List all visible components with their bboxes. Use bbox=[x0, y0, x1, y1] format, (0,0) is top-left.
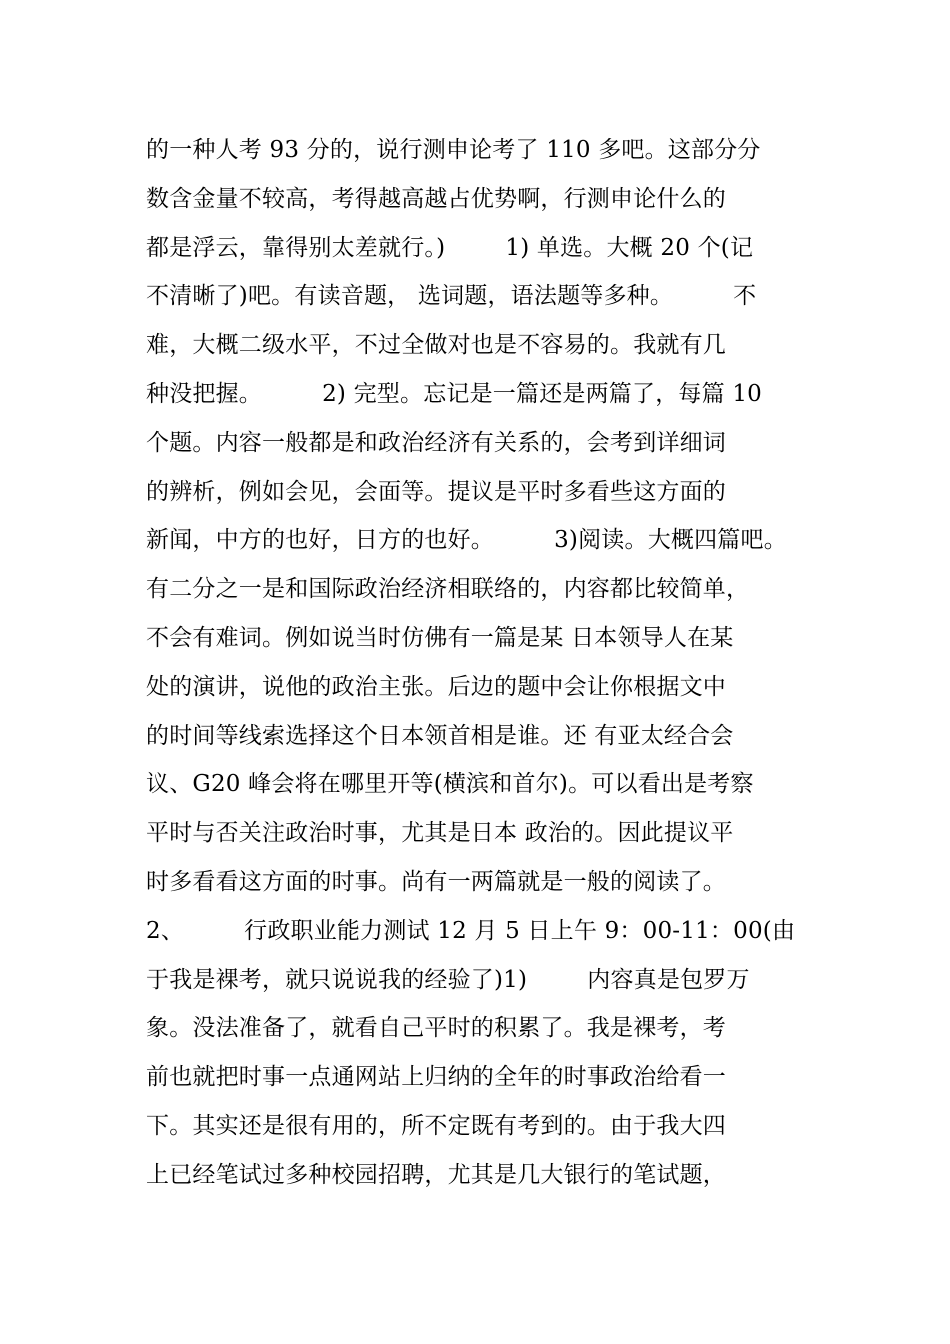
text-line-18: 于我是裸考，就只说说我的经验了)1) 内容真是包罗万 bbox=[146, 966, 750, 993]
text-line-14: 议、G20 峰会将在哪里开等(横滨和首尔)。可以看出是考察 bbox=[146, 771, 754, 798]
text-line-22: 上已经笔试过多种校园招聘，尤其是几大银行的笔试题， bbox=[146, 1161, 726, 1188]
text-line-9: 新闻，中方的也好，日方的也好。 3)阅读。大概四篇吧。 bbox=[146, 527, 787, 554]
text-line-7: 个题。内容一般都是和政治经济有关系的，会考到详细词 bbox=[146, 429, 726, 456]
text-line-2: 数含金量不较高，考得越高越占优势啊，行测申论什么的 bbox=[146, 185, 726, 212]
text-line-16: 时多看看这方面的时事。尚有一两篇就是一般的阅读了。 bbox=[146, 868, 726, 895]
text-line-19: 象。没法准备了，就看自己平时的积累了。我是裸考，考 bbox=[146, 1015, 726, 1042]
text-line-5: 难，大概二级水平，不过全做对也是不容易的。我就有几 bbox=[146, 332, 726, 359]
text-line-13: 的时间等线索选择这个日本领首相是谁。还 有亚太经合会 bbox=[146, 722, 734, 749]
text-line-11: 不会有难词。例如说当时仿佛有一篇是某 日本领导人在某 bbox=[146, 624, 734, 651]
text-line-15: 平时与否关注政治时事，尤其是日本 政治的。因此提议平 bbox=[146, 820, 734, 847]
text-line-17: 2、 行政职业能力测试 12 月 5 日上午 9：00-11：00(由 bbox=[146, 917, 796, 944]
text-line-4: 不清晰了)吧。有读音题， 选词题，语法题等多种。 不 bbox=[146, 283, 757, 310]
text-line-20: 前也就把时事一点通网站上归纳的全年的时事政治给看一 bbox=[146, 1064, 726, 1091]
text-line-6: 种没把握。 2) 完型。忘记是一篇还是两篇了，每篇 10 bbox=[146, 380, 762, 407]
text-line-1: 的一种人考 93 分的，说行测申论考了 110 多吧。这部分分 bbox=[146, 137, 761, 163]
text-line-12: 处的演讲，说他的政治主张。后边的题中会让你根据文中 bbox=[146, 673, 726, 700]
text-line-10: 有二分之一是和国际政治经济相联络的，内容都比较简单， bbox=[146, 576, 750, 603]
text-line-8: 的辨析，例如会见，会面等。提议是平时多看些这方面的 bbox=[146, 478, 726, 505]
text-line-3: 都是浮云，靠得别太差就行。) 1) 单选。大概 20 个(记 bbox=[146, 234, 754, 261]
body-text bbox=[146, 126, 826, 1200]
text-line-21: 下。其实还是很有用的，所不定既有考到的。由于我大四 bbox=[146, 1112, 726, 1139]
